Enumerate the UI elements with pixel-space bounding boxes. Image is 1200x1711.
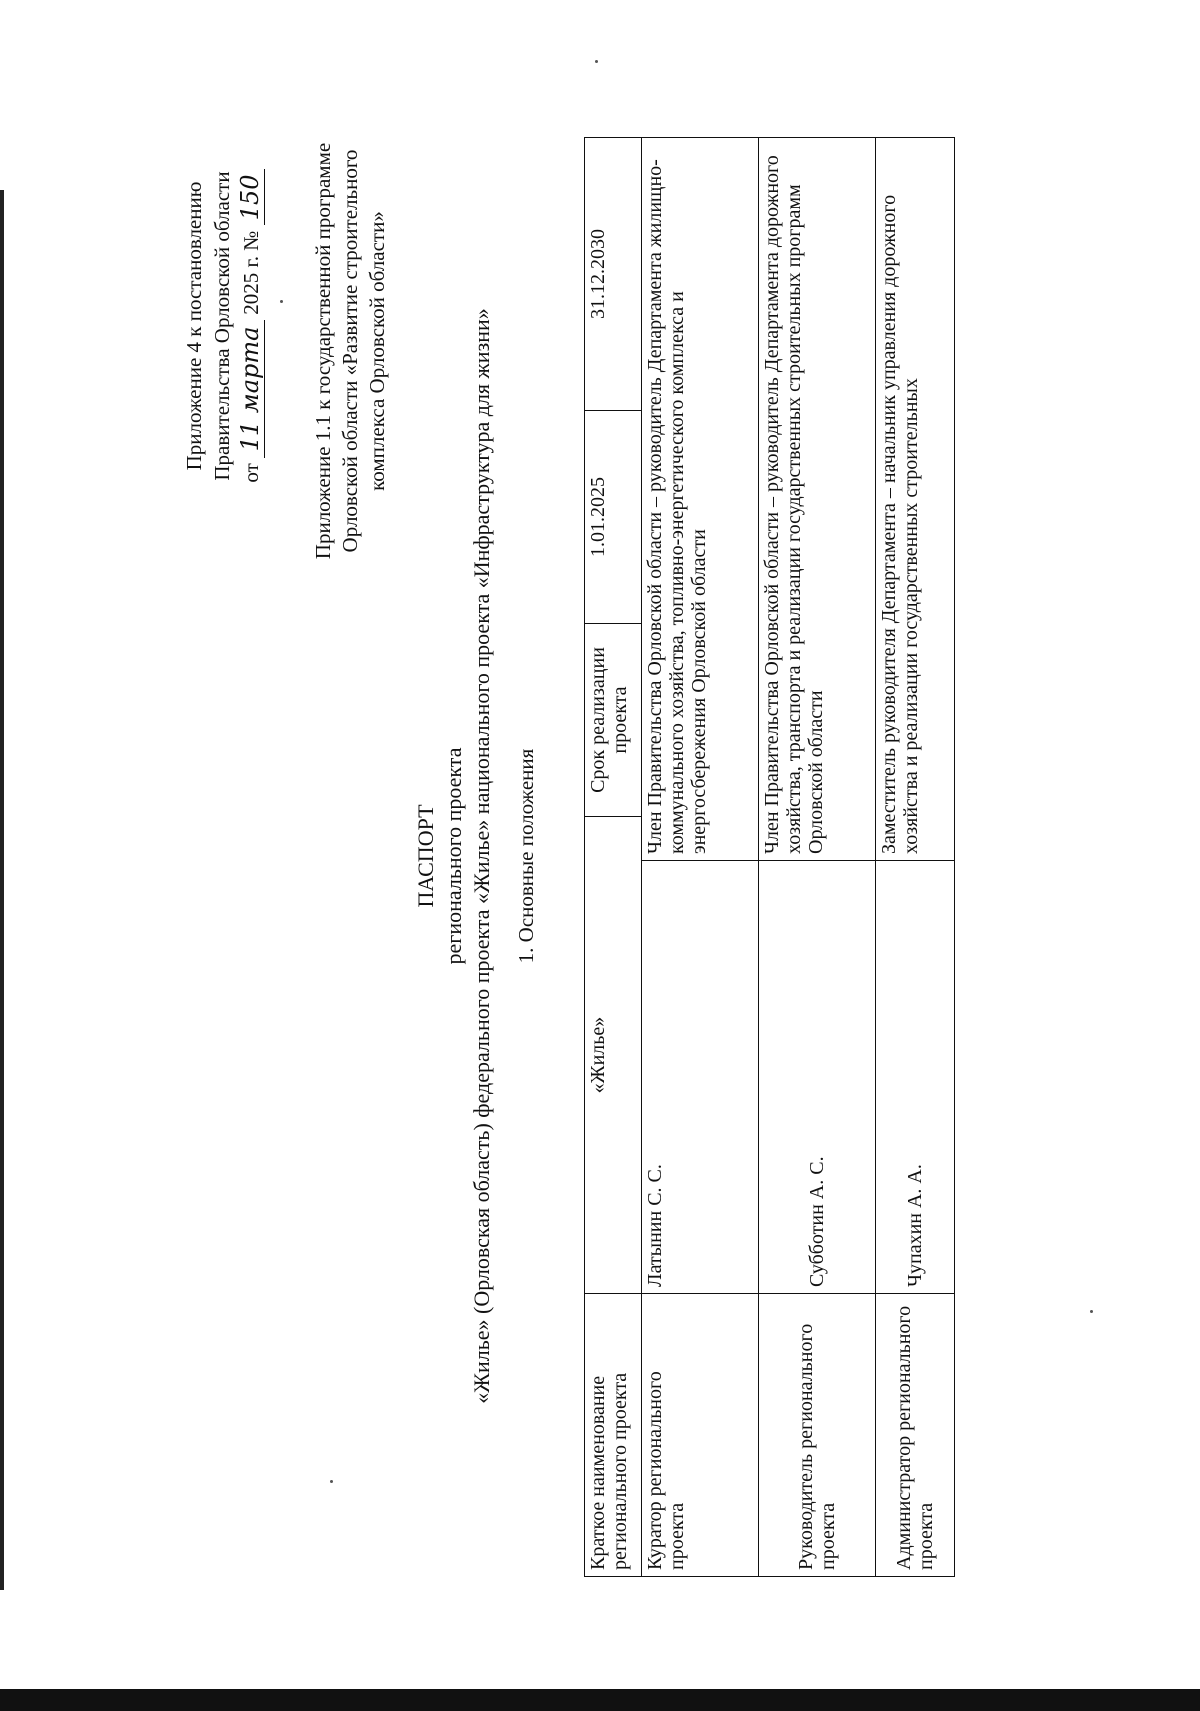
scan-speck — [1090, 1310, 1093, 1313]
period-end: 31.12.2030 — [585, 138, 642, 411]
year-text: 2025 г. № — [239, 230, 263, 315]
row-person-position: Заместитель руководителя Департамента – начальник управления дорожного хозяйства и реализации государственных строительных — [876, 138, 955, 861]
handwritten-date: 11 марта — [236, 320, 265, 458]
row-person-name: Чупахин А. А. — [876, 861, 955, 1294]
scan-edge — [0, 190, 4, 1590]
row-person-position: Член Правительства Орловской области – руководитель Департамента жилищно-коммунального хозяйства, топливно-энергетического комплекса и энергосбережения Орловской области — [642, 138, 759, 861]
short-name-label: Краткое наименование регионального проекта — [585, 1294, 642, 1577]
short-name-value: «Жилье» — [585, 817, 642, 1294]
scan-edge — [0, 1689, 1200, 1711]
appendix-4-line1: Приложение 4 к постановлению — [182, 181, 206, 471]
row-label: Администратор регионального проекта — [876, 1294, 955, 1577]
appendix-1-1-line2: Орловской области «Развитие строительного — [338, 149, 362, 553]
passport-project-name: «Жилье» (Орловская область) федерального проекта «Жилье» национального проекта «Инфраструктура для жизни» — [469, 308, 494, 1404]
appendix-1-1-header — [310, 131, 391, 571]
table-row — [759, 138, 876, 1577]
passport-subtitle: регионального проекта — [441, 747, 466, 965]
row-label: Руководитель регионального проекта — [759, 1294, 876, 1577]
row-person-position: Член Правительства Орловской области – руководитель Департамента дорожного хозяйства, транспорта и реализации государственных строительных программ Орловской области — [759, 138, 876, 861]
handwritten-number: 150 — [236, 169, 265, 225]
scan-speck — [595, 60, 598, 63]
document-page — [180, 121, 1080, 1591]
period-label: Срок реализации проекта — [585, 624, 642, 817]
passport-title — [412, 121, 496, 1591]
appendix-1-1-line1: Приложение 1.1 к государственной программе — [311, 142, 335, 560]
table-row — [585, 138, 642, 1577]
row-person-name: Субботин А. С. — [759, 861, 876, 1294]
appendix-4-line2: Правительства Орловской области — [210, 171, 234, 481]
section-title: 1. Основные положения — [514, 748, 538, 964]
period-start: 1.01.2025 — [585, 411, 642, 624]
row-label: Куратор регионального проекта — [642, 1294, 759, 1577]
appendix-1-1-line3: комплекса Орловской области» — [365, 211, 389, 491]
appendix-4-header — [180, 121, 265, 531]
from-prefix: от — [239, 463, 263, 483]
passport-heading: ПАСПОРТ — [413, 804, 438, 908]
appendix-4-date-line — [236, 121, 265, 531]
table-row — [642, 138, 759, 1577]
table-row — [876, 138, 955, 1577]
main-provisions-table — [584, 137, 955, 1577]
row-person-name: Латынин С. С. — [642, 861, 759, 1294]
